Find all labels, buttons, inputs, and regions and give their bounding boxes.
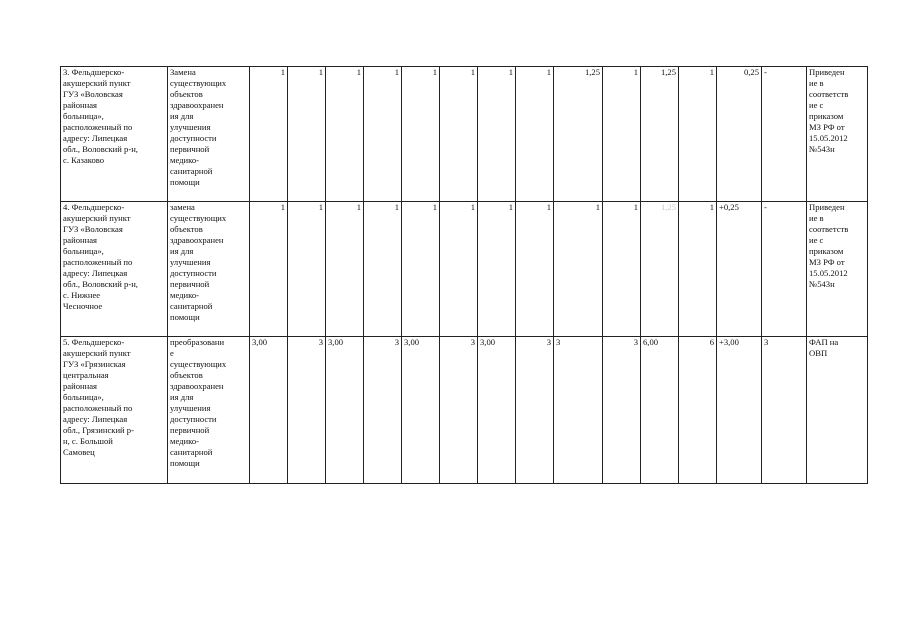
value-cell: 3 <box>554 337 603 484</box>
value-cell: 6,00 <box>641 337 679 484</box>
value-cell: 1 <box>288 202 326 337</box>
value-cell: 1 <box>516 67 554 202</box>
table-row <box>61 337 868 484</box>
value-cell: 1 <box>603 67 641 202</box>
value-cell: 3,00 <box>478 337 516 484</box>
value-cell: 1,25 <box>641 202 679 337</box>
facilities-table <box>60 66 868 484</box>
change-count-cell: 3 <box>762 337 807 484</box>
value-cell: 1 <box>554 202 603 337</box>
note-cell: Приведен ие в соответств ие с приказом МЗ РФ от 15.05.2012 №543н <box>807 67 868 202</box>
value-cell: 3 <box>364 337 402 484</box>
value-cell: 1 <box>478 202 516 337</box>
value-cell: 1,25 <box>641 67 679 202</box>
value-cell: 1 <box>288 67 326 202</box>
change-count-cell: - <box>762 67 807 202</box>
value-cell: 6 <box>679 337 717 484</box>
table-row <box>61 67 868 202</box>
value-cell: 1 <box>250 67 288 202</box>
value-cell: 1 <box>326 67 364 202</box>
value-cell: 1 <box>516 202 554 337</box>
value-cell: 1 <box>364 67 402 202</box>
table-row <box>61 202 868 337</box>
value-cell: 1,25 <box>554 67 603 202</box>
value-cell: 3,00 <box>250 337 288 484</box>
facility-name-cell: 3. Фельдшерско- акушерский пункт ГУЗ «Воловская районная больница», расположенный по адресу: Липецкая обл., Воловский р-н, с. Казаково <box>61 67 168 202</box>
action-cell: Замена существующих объектов здравоохранен ия для улучшения доступности первичной медико- санитарной помощи <box>168 67 250 202</box>
change-cell: +0,25 <box>717 202 762 337</box>
value-cell: 1 <box>250 202 288 337</box>
change-cell: 0,25 <box>717 67 762 202</box>
facility-name-cell: 5. Фельдшерско- акушерский пункт ГУЗ «Грязинская центральная районная больница», расположенный по адресу: Липецкая обл., Грязинский р- н, с. Большой Самовец <box>61 337 168 484</box>
note-cell: Приведен ие в соответств ие с приказом МЗ РФ от 15.05.2012 №543н <box>807 202 868 337</box>
facility-name-cell: 4. Фельдшерско- акушерский пункт ГУЗ «Воловская районная больница», расположенный по адресу: Липецкая обл., Воловский р-н, с. Нижнее Чесночное <box>61 202 168 337</box>
value-cell: 3 <box>288 337 326 484</box>
value-cell: 1 <box>679 202 717 337</box>
action-cell: замена существующих объектов здравоохранен ия для улучшения доступности первичной медико- санитарной помощи <box>168 202 250 337</box>
value-cell: 1 <box>478 67 516 202</box>
value-cell: 1 <box>679 67 717 202</box>
change-count-cell: - <box>762 202 807 337</box>
value-cell: 3,00 <box>326 337 364 484</box>
change-cell: +3,00 <box>717 337 762 484</box>
value-cell: 3 <box>603 337 641 484</box>
value-cell: 1 <box>440 67 478 202</box>
note-cell: ФАП на ОВП <box>807 337 868 484</box>
value-cell: 3,00 <box>402 337 440 484</box>
value-cell: 1 <box>364 202 402 337</box>
value-cell: 3 <box>516 337 554 484</box>
value-cell: 1 <box>326 202 364 337</box>
value-cell: 1 <box>402 67 440 202</box>
action-cell: преобразовани е существующих объектов здравоохранен ия для улучшения доступности первичной медико- санитарной помощи <box>168 337 250 484</box>
value-cell: 1 <box>440 202 478 337</box>
value-cell: 1 <box>402 202 440 337</box>
value-cell: 1 <box>603 202 641 337</box>
value-cell: 3 <box>440 337 478 484</box>
